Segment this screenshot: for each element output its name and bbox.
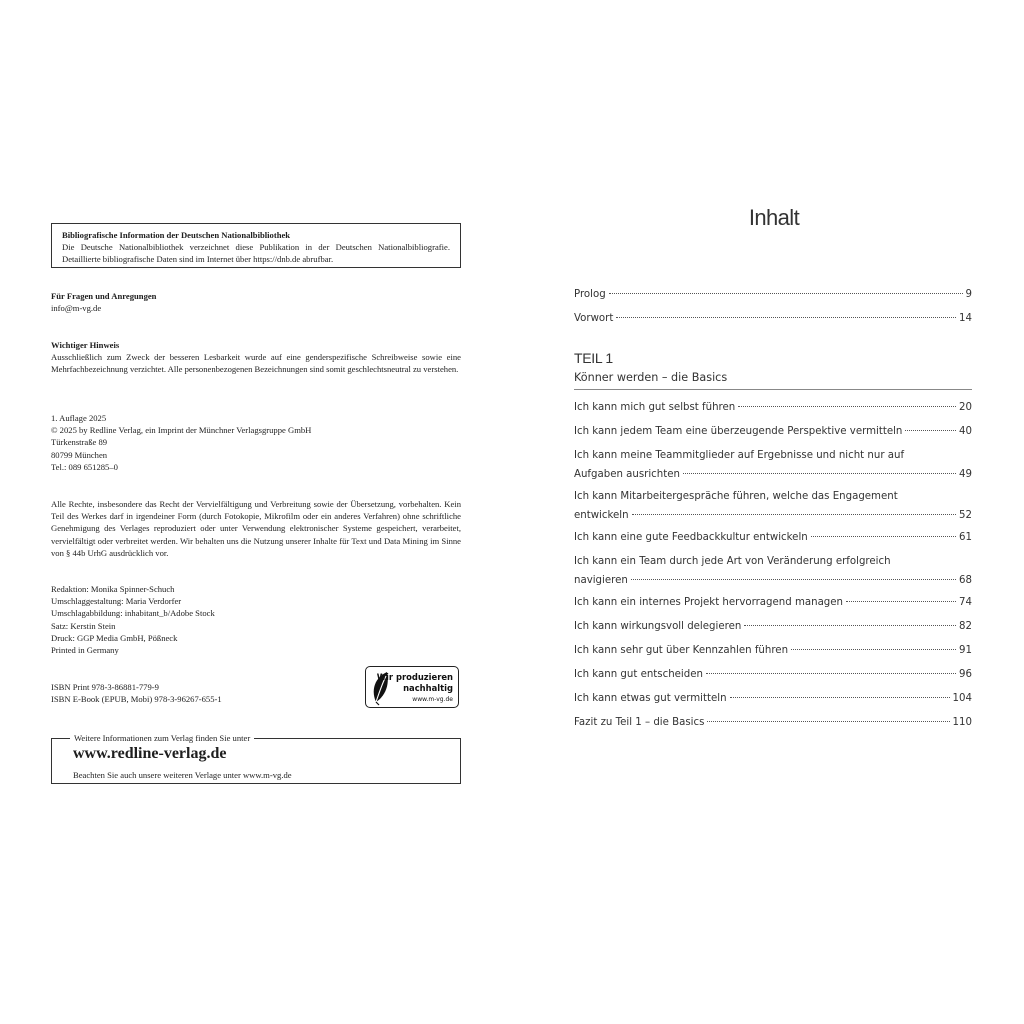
toc-page-number: 9 (965, 289, 972, 300)
notice-heading: Wichtiger Hinweis (51, 340, 120, 350)
dot-leader (905, 430, 956, 431)
dot-leader (631, 579, 956, 580)
toc-entry-vorwort[interactable] (574, 313, 972, 332)
contact-block (51, 290, 461, 314)
toc-entry-text: Ich kann wirkungsvoll delegieren (574, 621, 742, 632)
dot-leader (730, 697, 950, 698)
logo-line-2: nachhaltig (403, 683, 453, 693)
credit-line: Printed in Germany (51, 645, 119, 656)
dot-leader (616, 317, 956, 318)
toc-page-number: 68 (959, 575, 972, 586)
dot-leader (791, 649, 956, 650)
toc-entry-prolog[interactable] (574, 289, 972, 308)
toc-entry-text: Ich kann eine gute Feedbackkultur entwickeln (574, 532, 808, 543)
toc-page-number: 52 (959, 510, 972, 521)
toc-entry-text: Ich kann ein Team durch jede Art von Veränderung erfolgreich (574, 556, 891, 567)
toc-page-number: 20 (959, 402, 972, 413)
part-subtitle: Könner werden – die Basics (574, 371, 728, 384)
biblio-heading: Bibliografische Information der Deutschen Nationalbibliothek (62, 230, 291, 240)
toc-entry-text: Ich kann gut entscheiden (574, 669, 703, 680)
contact-email: info@m-vg.de (51, 303, 102, 314)
toc-entry[interactable] (574, 597, 972, 616)
toc-entry-text: Ich kann jedem Team eine überzeugende Perspektive vermitteln (574, 426, 903, 437)
edition-line: 1. Auflage 2025 (51, 413, 107, 423)
street-line: Türkenstraße 89 (51, 437, 108, 448)
dot-leader (744, 625, 956, 626)
toc-page-number: 61 (959, 532, 972, 543)
toc-entry[interactable] (574, 669, 972, 688)
toc-entry[interactable] (574, 645, 972, 664)
part-divider (574, 389, 972, 390)
dot-leader (609, 293, 963, 294)
toc-page-number: 82 (959, 621, 972, 632)
questions-heading: Für Fragen und Anregungen (51, 291, 157, 301)
toc-entry-text: Fazit zu Teil 1 – die Basics (574, 717, 705, 728)
rights-block (51, 498, 461, 559)
logo-line-3: www.m-vg.de (412, 696, 453, 703)
toc-entry-text: Ich kann meine Teammitglieder auf Ergebnisse und nicht nur auf (574, 450, 905, 461)
isbn-print: ISBN Print 978-3-86881-779-9 (51, 682, 159, 692)
website-url[interactable]: www.redline-verlag.de (73, 745, 227, 762)
notice-text: Ausschließlich zum Zweck der besseren Lesbarkeit wurde auf eine genderspezifische Schreibweise sowie eine Mehrfachbezeichnung verzichtet. Alle personenbezogenen Bezeichnungen sind somit geschlechtsneutral zu verstehen. (51, 352, 461, 375)
biblio-text: Die Deutsche Nationalbibliothek verzeichnet diese Publikation in der Deutschen Nationalbibliografie. Detaillierte bibliografische Daten sind im Internet über https://dnb.de abrufbar. (62, 242, 450, 265)
toc-entry-text: Ich kann sehr gut über Kennzahlen führen (574, 645, 789, 656)
credit-line: Druck: GGP Media GmbH, Pößneck (51, 632, 178, 643)
publisher-block (51, 412, 461, 473)
part-label: TEIL 1 (574, 350, 613, 366)
toc-entry-text: Ich kann Mitarbeitergespräche führen, welche das Engagement (574, 491, 898, 502)
toc-page-number: 40 (959, 426, 972, 437)
toc-entry-text: navigieren (574, 575, 628, 586)
toc-page-number: 104 (952, 693, 972, 704)
toc-entry-text: Aufgaben ausrichten (574, 469, 680, 480)
toc-page-number: 96 (959, 669, 972, 680)
copyright-line: © 2025 by Redline Verlag, ein Imprint der Münchner Verlagsgruppe GmbH (51, 425, 312, 436)
website-box (51, 733, 461, 784)
toc-entry[interactable] (574, 621, 972, 640)
toc-page-number: 91 (959, 645, 972, 656)
dot-leader (846, 601, 956, 602)
toc-page-number: 49 (959, 469, 972, 480)
toc-entry[interactable] (574, 693, 972, 712)
logo-line-1: Wir produzieren (376, 672, 453, 682)
toc-page-number: 74 (959, 597, 972, 608)
website-legend: Weitere Informationen zum Verlag finden Sie unter (70, 732, 254, 744)
phone-line: Tel.: 089 651285–0 (51, 461, 118, 472)
toc-page-number: 110 (952, 717, 972, 728)
toc-entry[interactable] (574, 556, 972, 594)
toc-entry[interactable] (574, 402, 972, 421)
toc-entry-text: Ich kann ein internes Projekt hervorragend managen (574, 597, 843, 608)
toc-entry[interactable] (574, 491, 972, 529)
toc-entry[interactable] (574, 450, 972, 488)
website-note: Beachten Sie auch unsere weiteren Verlage unter www.m-vg.de (73, 770, 292, 780)
dot-leader (707, 721, 949, 722)
isbn-ebook: ISBN E-Book (EPUB, Mobi) 978-3-96267-655-1 (51, 694, 222, 705)
toc-entry-text: Vorwort (574, 313, 614, 324)
dot-leader (811, 536, 956, 537)
sustainability-logo (365, 666, 459, 708)
toc-entry-text: entwickeln (574, 510, 629, 521)
credit-line: Redaktion: Monika Spinner-Schuch (51, 584, 175, 594)
toc-entry-text: Prolog (574, 289, 606, 300)
toc-entry-text: Ich kann mich gut selbst führen (574, 402, 736, 413)
city-line: 80799 München (51, 449, 108, 460)
dot-leader (683, 473, 956, 474)
toc-entry[interactable] (574, 717, 972, 736)
notice-block (51, 339, 461, 376)
rights-text: Alle Rechte, insbesondere das Recht der Vervielfältigung und Verbreitung sowie der Übersetzung, vorbehalten. Kein Teil des Werkes darf in irgendeiner Form (durch Fotokopie, Mikrofilm oder ein anderes Verfahren) ohne schriftliche Genehmigung des Verlages reproduziert oder unter Verwendung elektronischer Systeme gespeichert, verarbeitet, vervielfältigt oder verbreitet werden. Wir behalten uns die Nutzung unserer Inhalte für Text und Data Mining im Sinne von § 44b UrhG ausdrücklich vor. (51, 499, 461, 558)
page-title: Inhalt (748, 205, 800, 230)
toc-page-number: 14 (959, 313, 972, 324)
dot-leader (706, 673, 956, 674)
toc-entry[interactable] (574, 426, 972, 445)
credit-line: Umschlaggestaltung: Maria Verdorfer (51, 596, 182, 607)
toc-entry[interactable] (574, 532, 972, 551)
credits-block (51, 583, 461, 656)
bibliographic-info-box (51, 223, 461, 268)
dot-leader (738, 406, 956, 407)
credit-line: Umschlagabbildung: inhabitant_b/Adobe Stock (51, 608, 215, 619)
toc-entry-text: Ich kann etwas gut vermitteln (574, 693, 727, 704)
credit-line: Satz: Kerstin Stein (51, 620, 116, 631)
dot-leader (632, 514, 956, 515)
